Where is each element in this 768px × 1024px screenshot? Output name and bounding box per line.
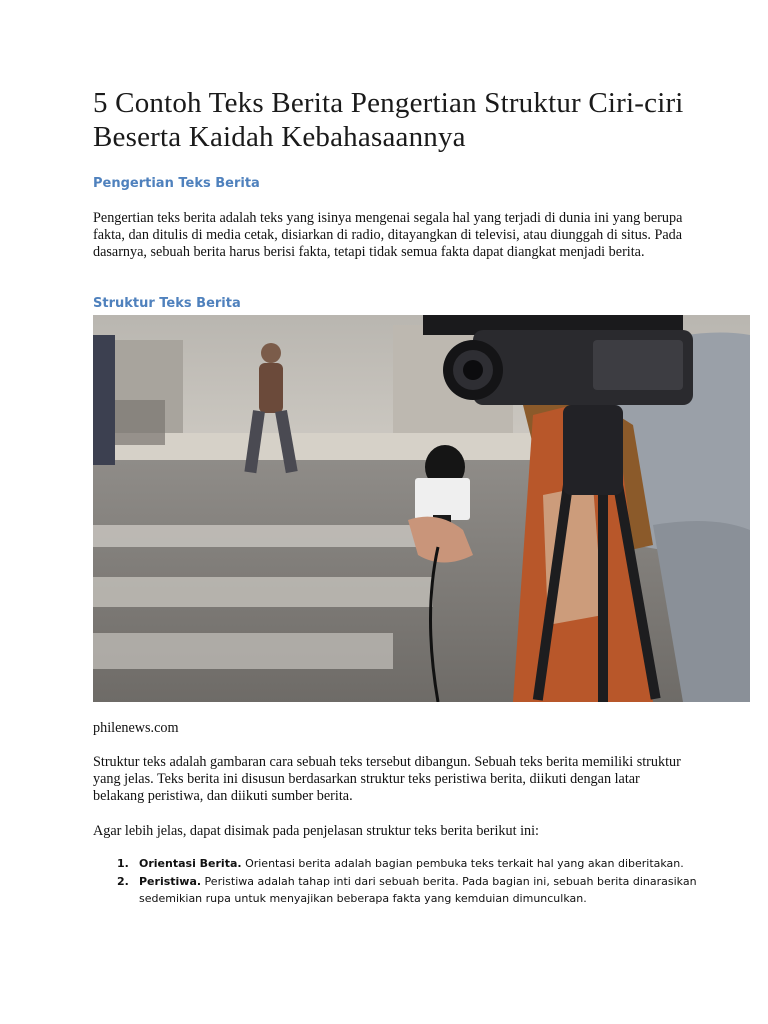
paragraph-intro: Agar lebih jelas, dapat disimak pada penjelasan struktur teks berita berikut ini: (93, 823, 539, 839)
list-item-term: Orientasi Berita. (139, 857, 242, 870)
photo-caption: philenews.com (93, 720, 179, 736)
paragraph-pengertian: Pengertian teks berita adalah teks yang isinya mengenai segala hal yang terjadi di dunia ini yang berupa fakta, dan ditulis di media cetak, disiarkan di radio, ditayangkan di televisi, atau diunggah di situs. Pada dasarnya, sebuah berita harus berisi fakta, tetapi tidak semua fakta dapat diangkat menjadi berita. (93, 210, 683, 260)
list-item (93, 873, 713, 907)
struktur-list (93, 855, 713, 908)
list-item-text: Peristiwa adalah tahap inti dari sebuah berita. Pada bagian ini, sebuah berita dinarasikan sedemikian rupa untuk menyajikan beberapa fakta yang kemduian dimunculkan. (139, 875, 697, 905)
section-heading-pengertian: Pengertian Teks Berita (93, 176, 260, 191)
list-item-text: Orientasi berita adalah bagian pembuka teks terkait hal yang akan diberitakan. (241, 857, 684, 870)
paragraph-struktur: Struktur teks adalah gambaran cara sebuah teks tersebut dibangun. Sebuah teks berita memiliki struktur yang jelas. Teks berita ini disusun berdasarkan struktur teks peristiwa berita, diikuti dengan latar belakang peristiwa, dan diikuti sumber berita. (93, 754, 681, 804)
list-item-number: 2. (117, 875, 129, 888)
list-item (93, 855, 713, 872)
document-title: 5 Contoh Teks Berita Pengertian Struktur Ciri-ciri Beserta Kaidah Kebahasaannya (93, 87, 684, 153)
section-heading-struktur: Struktur Teks Berita (93, 296, 241, 311)
list-item-term: Peristiwa. (139, 875, 202, 888)
list-item-number: 1. (117, 857, 129, 870)
news-reporter-photo (93, 315, 750, 702)
